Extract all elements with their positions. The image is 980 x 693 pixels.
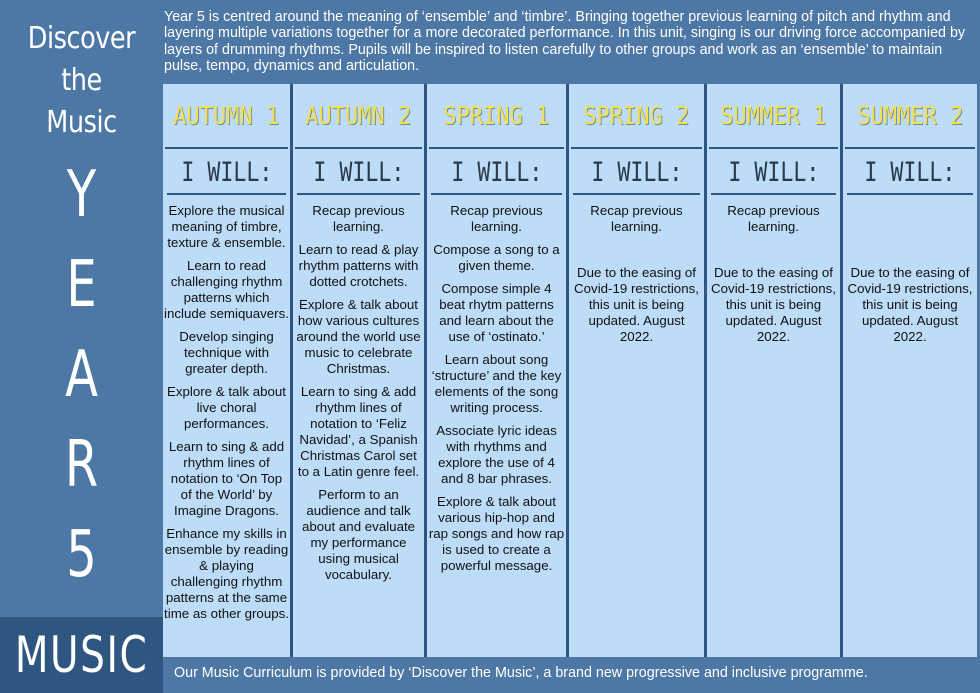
term-grid <box>163 84 977 657</box>
year-letter: E <box>66 248 97 322</box>
i-will-heading: I WILL: <box>864 156 956 188</box>
term-column-autumn-1 <box>163 84 293 657</box>
i-will-heading: I WILL: <box>590 156 683 188</box>
term-content <box>569 195 704 345</box>
year-letter: Y <box>66 158 97 232</box>
list-item: Enhance my skills in ensemble by reading & playing challenging rhythm patterns at the same time as other groups. <box>164 526 289 621</box>
term-column-autumn-2 <box>293 84 427 657</box>
term-content <box>427 195 566 574</box>
recap-text: Recap previous learning. <box>727 203 820 234</box>
subject-text: MUSIC <box>14 626 149 684</box>
year-letter: 5 <box>66 518 97 592</box>
sidebar <box>0 0 163 693</box>
divider <box>709 147 838 149</box>
divider <box>295 147 422 149</box>
term-column-summer-1 <box>707 84 843 657</box>
divider <box>571 147 702 149</box>
brand-logo <box>0 18 163 144</box>
term-content <box>163 195 290 622</box>
i-will-heading: I WILL: <box>180 156 273 188</box>
i-will-heading: I WILL: <box>312 156 405 188</box>
term-heading: SPRING 2 <box>583 101 690 130</box>
list-item: Explore & talk about how various cultures around the world use music to celebrate Christmas. <box>296 297 421 376</box>
year-letter: A <box>65 338 98 412</box>
list-item: Compose simple 4 beat rhytm patterns and learn about the use of ‘ostinato.’ <box>439 281 554 344</box>
i-will-heading: I WILL: <box>450 156 543 188</box>
term-column-spring-2 <box>569 84 707 657</box>
term-heading: AUTUMN 2 <box>305 101 412 130</box>
update-note: Due to the easing of Covid-19 restrictions, this unit is being updated. August 2022. <box>847 265 973 344</box>
subject-label <box>0 617 163 693</box>
term-heading: SUMMER 2 <box>857 101 963 130</box>
update-note: Due to the easing of Covid-19 restrictions, this unit is being updated. August 2022. <box>711 265 836 344</box>
list-item: Develop singing technique with greater depth. <box>179 329 274 376</box>
list-item: Explore & talk about various hip-hop and rap songs and how rap is used to create a powerful message. <box>428 494 565 573</box>
term-heading: AUTUMN 1 <box>173 101 280 130</box>
divider <box>845 147 975 149</box>
list-item: Learn to read challenging rhythm patterns which include semiquavers. <box>164 258 289 321</box>
term-content <box>707 195 840 345</box>
divider <box>165 147 288 149</box>
term-heading: SPRING 1 <box>443 101 550 130</box>
intro-text: Year 5 is centred around the meaning of ‘ensemble’ and ‘timbre’. Bringing together previous learning of pitch and rhythm and layering multiple variations together for a more decorated performance. In this unit, singing is our driving force accompanied by layers of drumming rhythms. Pupils will be inspired to listen carefully to other groups and work as an ‘ensemble’ to maintain pulse, tempo, dynamics and articulation. <box>164 9 966 74</box>
recap-text: Recap previous learning. <box>590 203 683 234</box>
list-item: Learn to sing & add rhythm lines of notation to ‘On Top of the World’ by Imagine Dragons. <box>168 439 285 518</box>
list-item: Compose a song to a given theme. <box>433 242 560 273</box>
list-item: Learn about song ‘structure’ and the key elements of the song writing process. <box>431 352 562 415</box>
recap-text <box>844 203 976 235</box>
term-heading: SUMMER 1 <box>720 101 827 130</box>
term-column-spring-1 <box>427 84 569 657</box>
year-letter: R <box>64 428 99 502</box>
list-item: Perform to an audience and talk about and evaluate my performance using musical vocabulary. <box>301 487 416 582</box>
list-item: Associate lyric ideas with rhythms and explore the use of 4 and 8 bar phrases. <box>436 423 557 486</box>
footer-text: Our Music Curriculum is provided by ‘Discover the Music’, a brand new progressive and inclusive programme. <box>174 665 868 681</box>
list-item: Learn to sing & add rhythm lines of notation to ‘Feliz Navidad’, a Spanish Christmas Carol set to a Latin genre feel. <box>297 384 420 479</box>
brand-line-2: the <box>61 63 102 98</box>
year-title <box>0 150 163 600</box>
brand-line-3: Music <box>46 105 117 140</box>
list-item: Recap previous learning. <box>312 203 405 234</box>
divider <box>429 147 564 149</box>
list-item: Learn to read & play rhythm patterns with dotted crotchets. <box>298 242 419 289</box>
term-content <box>843 195 977 345</box>
list-item: Explore the musical meaning of timbre, texture & ensemble. <box>167 203 286 250</box>
update-note: Due to the easing of Covid-19 restrictions, this unit is being updated. August 2022. <box>574 265 699 344</box>
term-column-summer-2 <box>843 84 977 657</box>
i-will-heading: I WILL: <box>727 156 820 188</box>
brand-line-1: Discover <box>27 21 136 56</box>
list-item: Recap previous learning. <box>450 203 543 234</box>
list-item: Explore & talk about live choral performances. <box>166 384 286 431</box>
term-content <box>293 195 424 583</box>
